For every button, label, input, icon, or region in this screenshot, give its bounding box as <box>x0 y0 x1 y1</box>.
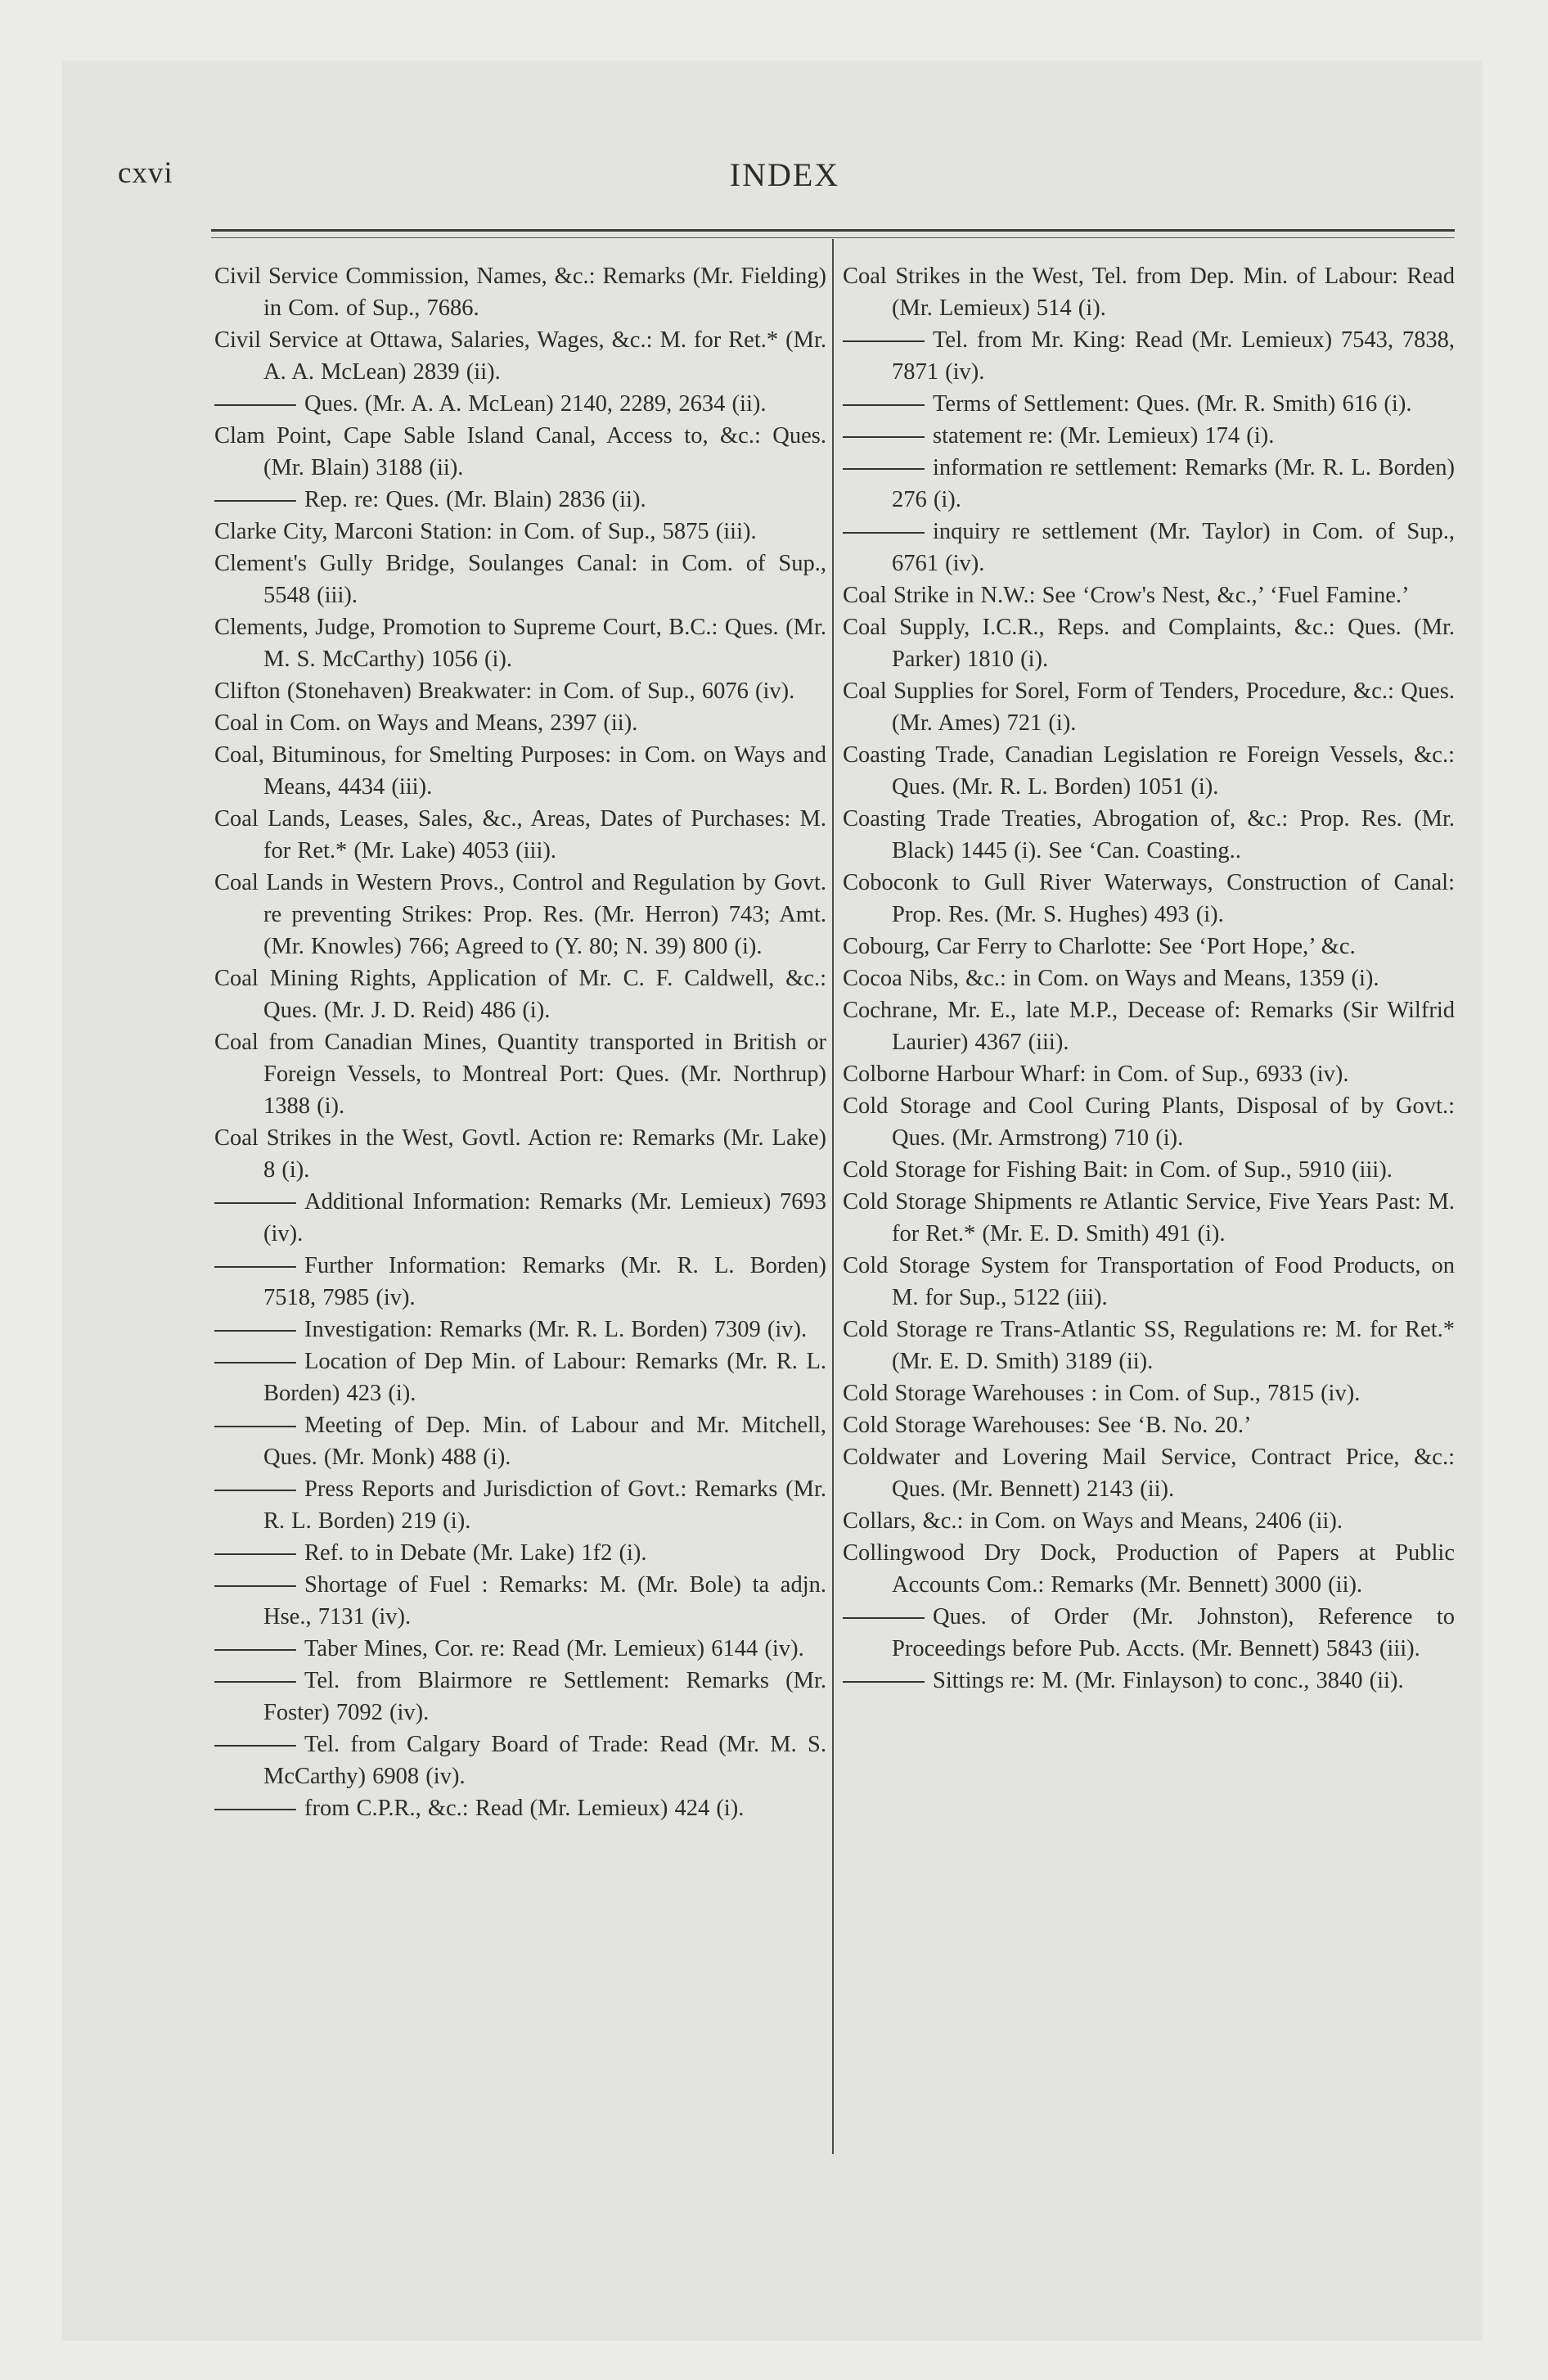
index-entry <box>214 739 826 803</box>
entry-text: Shortage of Fuel : Remarks: M. (Mr. Bole) ta adjn. Hse., 7131 (iv). <box>263 1572 826 1629</box>
entry-text: Cocoa Nibs, &c.: in Com. on Ways and Means, 1359 (i). <box>843 966 1379 991</box>
entry-text: Tel. from Calgary Board of Trade: Read (Mr. M. S. McCarthy) 6908 (iv). <box>263 1732 826 1789</box>
index-subentry <box>214 1569 826 1633</box>
ditto-dash <box>214 1330 296 1332</box>
index-subentry <box>843 324 1455 388</box>
index-subentry <box>843 452 1455 516</box>
entry-text: Coldwater and Lovering Mail Service, Contract Price, &c.: Ques. (Mr. Bennett) 2143 (ii). <box>843 1445 1455 1502</box>
index-entry <box>843 675 1455 739</box>
index-subentry <box>214 1729 826 1792</box>
index-entry <box>843 579 1455 611</box>
ditto-dash <box>214 1266 296 1268</box>
entry-text: Additional Information: Remarks (Mr. Lemieux) 7693 (iv). <box>263 1189 826 1246</box>
index-subentry <box>843 1665 1455 1697</box>
ditto-dash <box>843 532 925 534</box>
entry-text: Coal Lands in Western Provs., Control and Regulation by Govt. re preventing Strikes: Prop. Res. (Mr. Herron) 743; Amt. (Mr. Knowles) 766; Agreed to (Y. 80; N. 39) 800 (i). <box>214 870 826 959</box>
index-entry <box>843 1090 1455 1154</box>
index-subentry <box>214 1633 826 1665</box>
index-entry <box>214 867 826 962</box>
entry-text: statement re: (Mr. Lemieux) 174 (i). <box>933 423 1275 449</box>
entry-text: Coasting Trade Treaties, Abrogation of, &c.: Prop. Res. (Mr. Black) 1445 (i). See ‘Can. Coasting.. <box>843 806 1455 863</box>
entry-text: Coal Strikes in the West, Govtl. Action re: Remarks (Mr. Lake) 8 (i). <box>214 1125 826 1183</box>
entry-text: Terms of Settlement: Ques. (Mr. R. Smith) 616 (i). <box>933 391 1412 417</box>
ditto-dash <box>214 1202 296 1204</box>
index-subentry <box>214 484 826 516</box>
index-entry <box>843 1441 1455 1505</box>
entry-text: Coal Strikes in the West, Tel. from Dep. Min. of Labour: Read (Mr. Lemieux) 514 (i). <box>843 264 1455 321</box>
index-entry <box>214 260 826 324</box>
entry-text: Cold Storage re Trans-Atlantic SS, Regulations re: M. for Ret.* (Mr. E. D. Smith) 3189 (ii). <box>843 1317 1455 1374</box>
ditto-dash <box>214 1585 296 1587</box>
entry-text: Cold Storage System for Transportation of Food Products, on M. for Sup., 5122 (iii). <box>843 1253 1455 1310</box>
index-entry <box>214 611 826 675</box>
ditto-dash <box>214 1426 296 1427</box>
index-entry <box>214 516 826 548</box>
ditto-dash <box>214 1809 296 1810</box>
entry-text: Ques. (Mr. A. A. McLean) 2140, 2289, 2634 (ii). <box>304 391 767 417</box>
entry-text: Civil Service at Ottawa, Salaries, Wages, &c.: M. for Ret.* (Mr. A. A. McLean) 2839 (ii). <box>214 327 826 385</box>
entry-text: Meeting of Dep. Min. of Labour and Mr. Mitchell, Ques. (Mr. Monk) 488 (i). <box>263 1413 826 1470</box>
index-subentry <box>843 516 1455 579</box>
entry-text: Coal Supply, I.C.R., Reps. and Complaints, &c.: Ques. (Mr. Parker) 1810 (i). <box>843 615 1455 672</box>
ditto-dash <box>843 468 925 470</box>
ditto-dash <box>214 404 296 406</box>
index-subentry <box>843 1601 1455 1665</box>
entry-text: Collingwood Dry Dock, Production of Papers at Public Accounts Com.: Remarks (Mr. Bennett) 3000 (ii). <box>843 1540 1455 1598</box>
index-entry <box>843 994 1455 1058</box>
index-entry <box>843 1537 1455 1601</box>
entry-text: Cold Storage and Cool Curing Plants, Disposal of by Govt.: Ques. (Mr. Armstrong) 710 (i). <box>843 1093 1455 1151</box>
index-subentry <box>214 1346 826 1409</box>
index-entry <box>843 1154 1455 1186</box>
entry-text: Cold Storage Shipments re Atlantic Service, Five Years Past: M. for Ret.* (Mr. E. D. Smith) 491 (i). <box>843 1189 1455 1246</box>
ditto-dash <box>843 340 925 342</box>
ditto-dash <box>214 1745 296 1747</box>
entry-text: Press Reports and Jurisdiction of Govt.: Remarks (Mr. R. L. Borden) 219 (i). <box>263 1476 826 1534</box>
entry-text: Coal Strike in N.W.: See ‘Crow's Nest, &c.,’ ‘Fuel Famine.’ <box>843 583 1410 608</box>
entry-text: Coal in Com. on Ways and Means, 2397 (ii). <box>214 710 638 736</box>
index-subentry <box>214 1186 826 1250</box>
entry-text: Clifton (Stonehaven) Breakwater: in Com. of Sup., 6076 (iv). <box>214 678 795 704</box>
entry-text: Tel. from Mr. King: Read (Mr. Lemieux) 7543, 7838, 7871 (iv). <box>892 327 1455 385</box>
index-entry <box>214 803 826 867</box>
entry-text: Coal from Canadian Mines, Quantity transported in British or Foreign Vessels, to Montreal Port: Ques. (Mr. Northrup) 1388 (i). <box>214 1030 826 1119</box>
entry-text: Coal Supplies for Sorel, Form of Tenders, Procedure, &c.: Ques. (Mr. Ames) 721 (i). <box>843 678 1455 736</box>
index-entry <box>214 707 826 739</box>
index-subentry <box>843 388 1455 420</box>
entry-text: inquiry re settlement (Mr. Taylor) in Com. of Sup., 6761 (iv). <box>892 519 1455 576</box>
index-entry <box>843 867 1455 931</box>
index-subentry <box>214 1537 826 1569</box>
entry-text: Clarke City, Marconi Station: in Com. of Sup., 5875 (iii). <box>214 519 757 544</box>
entry-text: Clements, Judge, Promotion to Supreme Court, B.C.: Ques. (Mr. M. S. McCarthy) 1056 (i). <box>214 615 826 672</box>
index-subentry <box>214 388 826 420</box>
entry-text: Coal, Bituminous, for Smelting Purposes: in Com. on Ways and Means, 4434 (iii). <box>214 742 826 800</box>
index-entry <box>843 1250 1455 1314</box>
ditto-dash <box>214 1362 296 1364</box>
left-index-column <box>214 260 826 1824</box>
entry-text: Cold Storage for Fishing Bait: in Com. of Sup., 5910 (iii). <box>843 1157 1393 1183</box>
index-entry <box>214 1122 826 1186</box>
column-divider <box>832 239 834 2154</box>
index-subentry <box>214 1792 826 1824</box>
index-subentry <box>843 420 1455 452</box>
entry-text: Investigation: Remarks (Mr. R. L. Borden) 7309 (iv). <box>304 1317 808 1342</box>
index-entry <box>843 1186 1455 1250</box>
index-entry <box>214 548 826 611</box>
entry-text: from C.P.R., &c.: Read (Mr. Lemieux) 424 (i). <box>304 1796 745 1821</box>
index-entry <box>843 1314 1455 1377</box>
entry-text: Cold Storage Warehouses : in Com. of Sup., 7815 (iv). <box>843 1381 1361 1406</box>
ditto-dash <box>843 1617 925 1619</box>
entry-text: Ques. of Order (Mr. Johnston), Reference to Proceedings before Pub. Accts. (Mr. Bennett) 5843 (iii). <box>892 1604 1455 1661</box>
index-entry <box>843 260 1455 324</box>
entry-text: Coboconk to Gull River Waterways, Construction of Canal: Prop. Res. (Mr. S. Hughes) 493 (i). <box>843 870 1455 927</box>
index-subentry <box>214 1250 826 1314</box>
page-title: INDEX <box>729 156 840 193</box>
index-entry <box>843 739 1455 803</box>
index-subentry <box>214 1314 826 1346</box>
index-entry <box>843 1409 1455 1441</box>
ditto-dash <box>214 500 296 502</box>
entry-text: Sittings re: M. (Mr. Finlayson) to conc., 3840 (ii). <box>933 1668 1404 1693</box>
entry-text: Coasting Trade, Canadian Legislation re Foreign Vessels, &c.: Ques. (Mr. R. L. Borden) 1051 (i). <box>843 742 1455 800</box>
index-entry <box>214 324 826 388</box>
entry-text: Cobourg, Car Ferry to Charlotte: See ‘Port Hope,’ &c. <box>843 934 1356 959</box>
right-index-column <box>843 260 1455 1697</box>
ditto-dash <box>214 1553 296 1555</box>
ditto-dash <box>843 436 925 438</box>
ditto-dash <box>843 404 925 406</box>
index-entry <box>214 675 826 707</box>
entry-text: Clam Point, Cape Sable Island Canal, Access to, &c.: Ques. (Mr. Blain) 3188 (ii). <box>214 423 826 480</box>
entry-text: Cold Storage Warehouses: See ‘B. No. 20.’ <box>843 1413 1252 1438</box>
index-subentry <box>214 1473 826 1537</box>
entry-text: Coal Lands, Leases, Sales, &c., Areas, Dates of Purchases: M. for Ret.* (Mr. Lake) 4053 (iii). <box>214 806 826 863</box>
index-subentry <box>214 1665 826 1729</box>
index-entry <box>843 803 1455 867</box>
index-entry <box>843 931 1455 962</box>
header-rule-thin <box>211 237 1455 238</box>
ditto-dash <box>214 1490 296 1491</box>
running-head <box>118 156 1451 205</box>
ditto-dash <box>214 1649 296 1651</box>
entry-text: Location of Dep Min. of Labour: Remarks (Mr. R. L. Borden) 423 (i). <box>263 1349 826 1406</box>
entry-text: Colborne Harbour Wharf: in Com. of Sup., 6933 (iv). <box>843 1062 1349 1087</box>
entry-text: Coal Mining Rights, Application of Mr. C. F. Caldwell, &c.: Ques. (Mr. J. D. Reid) 486 (i). <box>214 966 826 1023</box>
entry-text: Ref. to in Debate (Mr. Lake) 1f2 (i). <box>304 1540 647 1566</box>
entry-text: Taber Mines, Cor. re: Read (Mr. Lemieux) 6144 (iv). <box>304 1636 804 1661</box>
index-entry <box>843 1058 1455 1090</box>
entry-text: Civil Service Commission, Names, &c.: Remarks (Mr. Fielding) in Com. of Sup., 7686. <box>214 264 826 321</box>
index-subentry <box>214 1409 826 1473</box>
index-entry <box>214 420 826 484</box>
index-entry <box>843 1505 1455 1537</box>
entry-text: Rep. re: Ques. (Mr. Blain) 2836 (ii). <box>304 487 646 512</box>
entry-text: Cochrane, Mr. E., late M.P., Decease of: Remarks (Sir Wilfrid Laurier) 4367 (iii). <box>843 998 1455 1055</box>
index-entry <box>214 1026 826 1122</box>
header-rule <box>211 229 1455 232</box>
entry-text: information re settlement: Remarks (Mr. R. L. Borden) 276 (i). <box>892 455 1455 512</box>
ditto-dash <box>843 1681 925 1683</box>
ditto-dash <box>214 1681 296 1683</box>
page-number: cxvi <box>118 156 173 190</box>
entry-text: Further Information: Remarks (Mr. R. L. Borden) 7518, 7985 (iv). <box>263 1253 826 1310</box>
index-entry <box>843 962 1455 994</box>
entry-text: Tel. from Blairmore re Settlement: Remarks (Mr. Foster) 7092 (iv). <box>263 1668 826 1725</box>
index-entry <box>214 962 826 1026</box>
entry-text: Collars, &c.: in Com. on Ways and Means, 2406 (ii). <box>843 1508 1343 1534</box>
index-entry <box>843 611 1455 675</box>
index-entry <box>843 1377 1455 1409</box>
entry-text: Clement's Gully Bridge, Soulanges Canal: in Com. of Sup., 5548 (iii). <box>214 551 826 608</box>
